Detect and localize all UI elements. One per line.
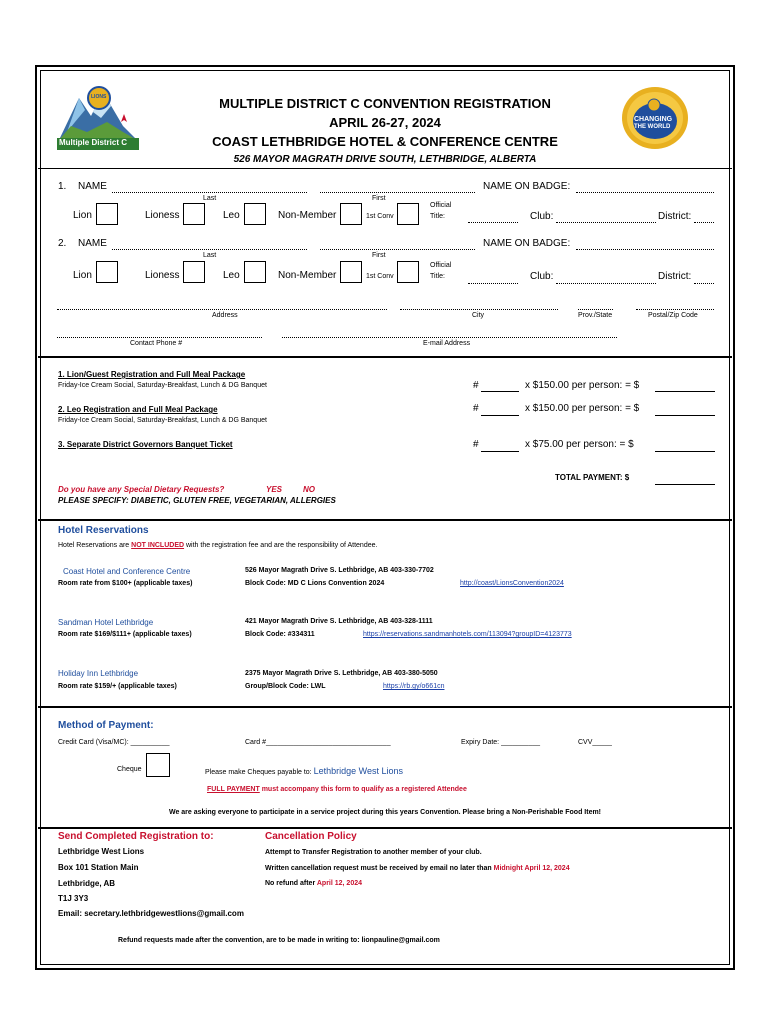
reg2-lion-checkbox[interactable] [96, 261, 118, 283]
cancel-line2: Written cancellation request must be received by email no later than Midnight April 12, 2024 [265, 865, 570, 872]
item2-price: x $150.00 per person: = $ [525, 403, 640, 414]
cancel-line3: No refund after April 12, 2024 [265, 880, 362, 887]
reg1-title-label: Title: [430, 213, 445, 220]
reg2-name-label: NAME [78, 238, 107, 249]
reg1-club-label: Club: [530, 211, 554, 222]
expiry-field[interactable]: Expiry Date: __________ [461, 739, 540, 746]
hotel2-rate: Room rate $169/$111+ (applicable taxes) [58, 631, 192, 638]
reg1-first-name-field[interactable] [320, 192, 475, 193]
reg2-title-label: Title: [430, 273, 445, 280]
email-field[interactable] [282, 337, 617, 338]
item1-qty-field[interactable] [481, 391, 519, 392]
hotel1-name: Coast Hotel and Conference Centre [63, 567, 191, 576]
city-label: City [472, 312, 485, 319]
reg2-last-name-field[interactable] [112, 249, 307, 250]
item1-title: 1. Lion/Guest Registration and Full Meal Package [58, 370, 246, 379]
item2-title: 2. Leo Registration and Full Meal Package [58, 405, 218, 414]
hotels-heading: Hotel Reservations [58, 525, 149, 536]
reg1-badge-label: NAME ON BADGE: [483, 181, 571, 192]
title-line2: APRIL 26-27, 2024 [329, 115, 441, 130]
reg2-firstconv-checkbox[interactable] [397, 261, 419, 283]
send-line4: T1J 3Y3 [58, 894, 89, 903]
item3-amount-field[interactable] [655, 451, 715, 452]
total-label: TOTAL PAYMENT: $ [555, 473, 630, 482]
reg2-last-label: Last [203, 252, 217, 259]
payment-heading: Method of Payment: [58, 720, 154, 731]
logo-left-badge: LIONS [91, 94, 107, 100]
credit-card-field[interactable]: Credit Card (Visa/MC): __________ [58, 739, 170, 746]
send-heading: Send Completed Registration to: [58, 831, 214, 842]
reg1-lion-checkbox[interactable] [96, 203, 118, 225]
reg2-first-name-field[interactable] [320, 249, 475, 250]
item3-hash: # [473, 439, 479, 450]
address-label: Address [212, 312, 238, 319]
hotels-note: Hotel Reservations are NOT INCLUDED with the registration fee and are the responsibility of Attendee. [58, 542, 378, 549]
reg1-lion-label: Lion [73, 210, 92, 221]
cancel-line1: Attempt to Transfer Registration to another member of your club. [265, 849, 482, 856]
title-line3: COAST LETHBRIDGE HOTEL & CONFERENCE CENTRE [212, 134, 558, 149]
reg1-nonmember-checkbox[interactable] [340, 203, 362, 225]
item2-qty-field[interactable] [481, 415, 519, 416]
total-field[interactable] [655, 484, 715, 485]
prov-field[interactable] [578, 309, 613, 310]
hotel2-addr: 421 Mayor Magrath Drive S. Lethbridge, AB 403-328-1111 [245, 618, 433, 625]
logo-right-line2: THE WORLD [634, 124, 671, 130]
prov-label: Prov./State [578, 312, 613, 319]
reg2-num: 2. [58, 238, 67, 249]
address-field[interactable] [57, 309, 387, 310]
item1-sub: Friday-Ice Cream Social, Saturday-Breakfast, Lunch & DG Banquet [58, 382, 267, 389]
dietary-specify: PLEASE SPECIFY: DIABETIC, GLUTEN FREE, VEGETARIAN, ALLERGIES [58, 496, 336, 505]
reg1-nonmember-label: Non-Member [278, 210, 337, 221]
item2-hash: # [473, 403, 479, 414]
item1-amount-field[interactable] [655, 391, 715, 392]
card-number-field[interactable]: Card #________________________________ [245, 739, 391, 746]
cheque-checkbox[interactable] [146, 753, 170, 777]
phone-field[interactable] [57, 337, 262, 338]
cheque-label: Cheque [117, 766, 142, 773]
reg1-district-label: District: [658, 211, 692, 222]
cancel-heading: Cancellation Policy [265, 831, 357, 842]
title-line1: MULTIPLE DISTRICT C CONVENTION REGISTRATION [219, 96, 551, 111]
reg2-club-label: Club: [530, 271, 554, 282]
send-line1: Lethbridge West Lions [58, 847, 145, 856]
send-line2: Box 101 Station Main [58, 863, 139, 872]
phone-label: Contact Phone # [130, 340, 183, 347]
item2-amount-field[interactable] [655, 415, 715, 416]
hotel2-code: Block Code: #334311 [245, 631, 315, 638]
dietary-question: Do you have any Special Dietary Requests? [58, 485, 225, 494]
send-email: Email: secretary.lethbridgewestlions@gmail.com [58, 909, 244, 918]
item3-price: x $75.00 per person: = $ [525, 439, 634, 450]
logo-right-line1: CHANGING [634, 116, 673, 123]
reg1-num: 1. [58, 181, 67, 192]
reg2-nonmember-checkbox[interactable] [340, 261, 362, 283]
reg2-badge-field[interactable] [576, 249, 714, 250]
item3-title: 3. Separate District Governors Banquet Ticket [58, 440, 233, 449]
reg2-district-field[interactable] [694, 283, 714, 284]
hotel1-link[interactable]: http://coast/LionsConvention2024 [460, 580, 564, 587]
item1-price: x $150.00 per person: = $ [525, 380, 640, 391]
hotel3-addr: 2375 Mayor Magrath Drive S. Lethbridge, AB 403-380-5050 [245, 670, 438, 677]
reg1-firstconv-checkbox[interactable] [397, 203, 419, 225]
cheque-payable: Please make Cheques payable to: Lethbridge West Lions [205, 766, 403, 776]
reg1-lioness-label: Lioness [145, 210, 180, 221]
reg2-badge-label: NAME ON BADGE: [483, 238, 571, 249]
reg2-club-field[interactable] [556, 283, 656, 284]
reg1-official-label: Official [430, 202, 452, 209]
email-label: E-mail Address [423, 340, 471, 347]
reg2-first-label: First [372, 252, 386, 259]
city-field[interactable] [400, 309, 558, 310]
service-project-note: We are asking everyone to participate in a service project during this years Convention. Please bring a Non-Perishable Food Item! [168, 809, 602, 816]
reg2-lioness-checkbox[interactable] [183, 261, 205, 283]
hotel1-rate: Room rate from $100+ (applicable taxes) [58, 580, 193, 587]
reg1-title-field[interactable] [468, 222, 518, 223]
reg2-firstconv-label: 1st Conv [366, 273, 394, 280]
venue-address: 526 MAYOR MAGRATH DRIVE SOUTH, LETHBRIDGE, ALBERTA [233, 154, 537, 165]
reg2-leo-label: Leo [223, 270, 240, 281]
reg2-lion-label: Lion [73, 270, 92, 281]
reg1-district-field[interactable] [694, 222, 714, 223]
reg1-leo-label: Leo [223, 210, 240, 221]
reg1-last-name-field[interactable] [112, 192, 307, 193]
reg1-lioness-checkbox[interactable] [183, 203, 205, 225]
send-line3: Lethbridge, AB [58, 879, 116, 888]
hotel1-code: Block Code: MD C Lions Convention 2024 [245, 580, 385, 587]
refund-note: Refund requests made after the convention, are to be made in writing to: lionpauline@gmail.com [118, 937, 440, 944]
reg1-name-label: NAME [78, 181, 107, 192]
reg1-badge-field[interactable] [576, 192, 714, 193]
hotel1-addr: 526 Mayor Magrath Drive S. Lethbridge, AB 403-330-7702 [245, 567, 434, 574]
hotel2-name: Sandman Hotel Lethbridge [58, 618, 154, 627]
postal-field[interactable] [636, 309, 714, 310]
logo-left-text: Multiple District C [59, 138, 128, 147]
reg1-last-label: Last [203, 195, 217, 202]
hotel3-link[interactable]: https://rb.gy/o661cn [383, 683, 445, 690]
item3-qty-field[interactable] [481, 451, 519, 452]
item1-hash: # [473, 380, 479, 391]
item2-sub: Friday-Ice Cream Social, Saturday-Breakfast, Lunch & DG Banquet [58, 417, 267, 424]
reg2-lioness-label: Lioness [145, 270, 180, 281]
hotel3-code: Group/Block Code: LWL [245, 683, 326, 690]
reg2-nonmember-label: Non-Member [278, 270, 337, 281]
dietary-no[interactable]: NO [303, 485, 315, 494]
hotel3-name: Holiday Inn Lethbridge [58, 669, 139, 678]
reg1-firstconv-label: 1st Conv [366, 213, 394, 220]
reg2-district-label: District: [658, 271, 692, 282]
reg1-leo-checkbox[interactable] [244, 203, 266, 225]
hotel3-rate: Room rate $159/+ (applicable taxes) [58, 683, 177, 690]
dietary-yes[interactable]: YES [266, 485, 283, 494]
hotel2-link[interactable]: https://reservations.sandmanhotels.com/113094?groupID=4123773 [363, 631, 572, 638]
postal-label: Postal/Zip Code [648, 312, 698, 319]
cvv-field[interactable]: CVV_____ [578, 739, 612, 746]
reg2-leo-checkbox[interactable] [244, 261, 266, 283]
reg2-title-field[interactable] [468, 283, 518, 284]
reg2-official-label: Official [430, 262, 452, 269]
full-payment-note: FULL PAYMENT must accompany this form to qualify as a registered Attendee [207, 786, 467, 793]
reg1-club-field[interactable] [556, 222, 656, 223]
reg1-first-label: First [372, 195, 386, 202]
